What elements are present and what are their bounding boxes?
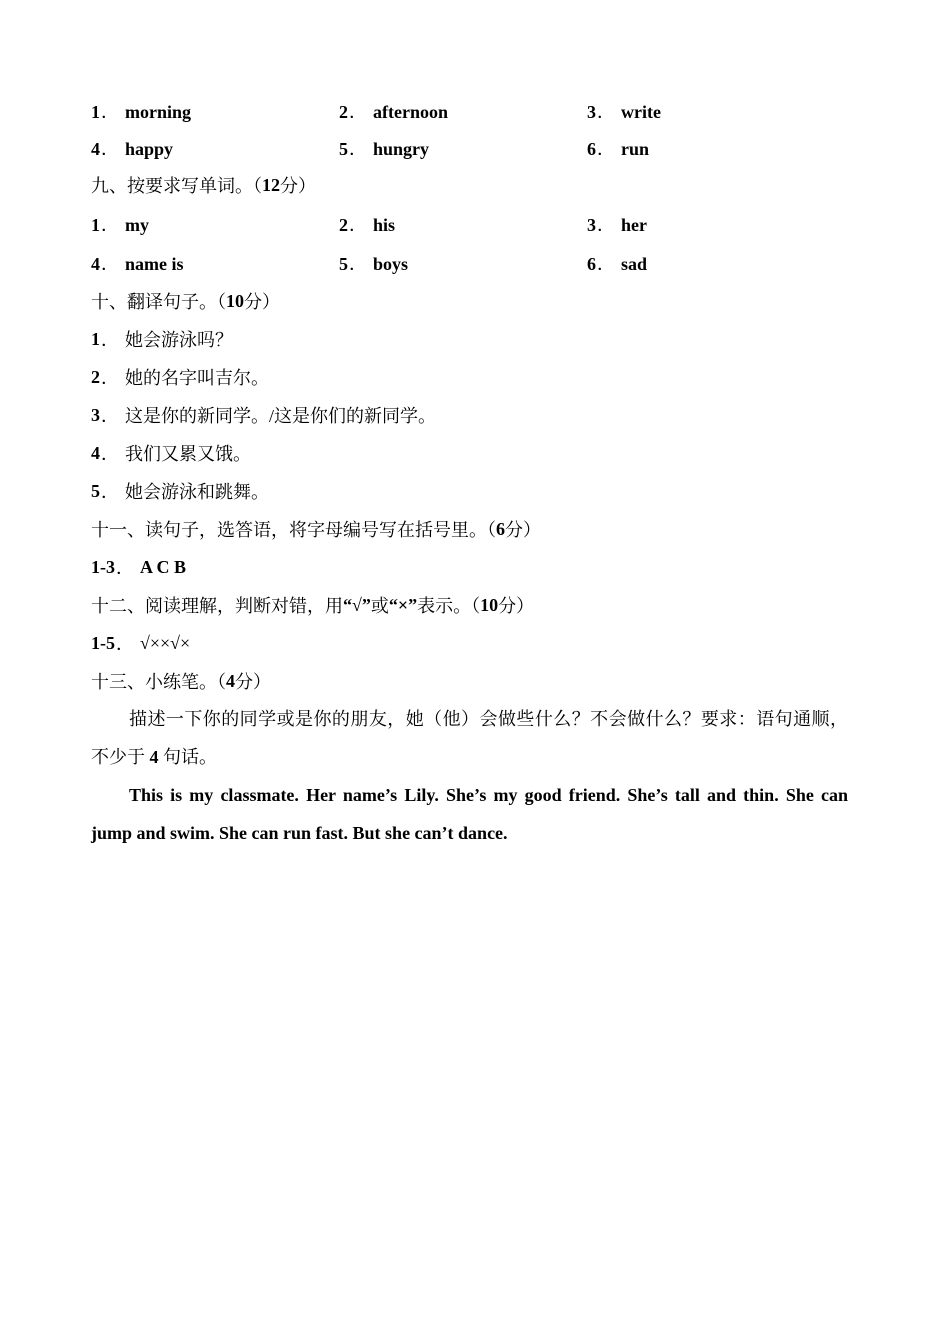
section8-row-1	[91, 92, 848, 129]
answer-item: 2． afternoon	[339, 101, 448, 122]
section12-heading: 十二、阅读理解，判断对错，用 “√” 或 “×” 表示。（ 10 分）	[91, 594, 535, 616]
section9-heading: 九、按要求写单词。（ 12 分）	[91, 174, 316, 196]
section8-row-2	[91, 129, 848, 166]
translation-answer: 3 ． 这是你的新同学。/这是你们的新同学。	[91, 404, 436, 426]
section13-heading: 十三、小练笔。（ 4 分）	[91, 670, 271, 692]
answer-item: 1． morning	[91, 101, 192, 122]
section9-row-1	[91, 204, 848, 243]
answer-item: 4． happy	[91, 138, 174, 159]
answer-item: 5． hungry	[339, 138, 430, 159]
translation-answer: 5 ． 她会游泳和跳舞。	[91, 480, 269, 502]
answer-item: 6． sad	[587, 253, 648, 274]
answer-item: 3． her	[587, 214, 647, 235]
answer-sheet-page	[91, 92, 848, 852]
answer-item: 5． boys	[339, 253, 409, 274]
section11-answer: 1-3 ． A C B	[91, 556, 187, 578]
answer-item: 2． his	[339, 214, 396, 235]
sample-essay: This is my classmate. Her name’s Lily. She’s my good friend. She’s tall and thin. She can jump and swim. She can run fast. But she can’t dance.	[91, 785, 848, 843]
answer-item: 1． my	[91, 214, 149, 235]
section11-heading: 十一、读句子，选答语，将字母编号写在括号里。（ 6 分）	[91, 518, 541, 540]
translation-answer: 2 ． 她的名字叫吉尔。	[91, 366, 269, 388]
section12-answer: 1-5 ． √××√×	[91, 632, 191, 654]
writing-prompt: 描述一下你的同学或是你的朋友，她（他）会做些什么？不会做什么？要求：语句通顺，不少于 4 句话。	[91, 709, 848, 767]
answer-item: 4． name is	[91, 253, 184, 274]
section9-row-2	[91, 243, 848, 282]
section10-heading: 十、翻译句子。（ 10 分）	[91, 290, 280, 312]
translation-answer: 1 ． 她会游泳吗？	[91, 328, 233, 350]
answer-item: 3． write	[587, 101, 661, 122]
translation-answer: 4 ． 我们又累又饿。	[91, 442, 251, 464]
answer-item: 6． run	[587, 138, 650, 159]
